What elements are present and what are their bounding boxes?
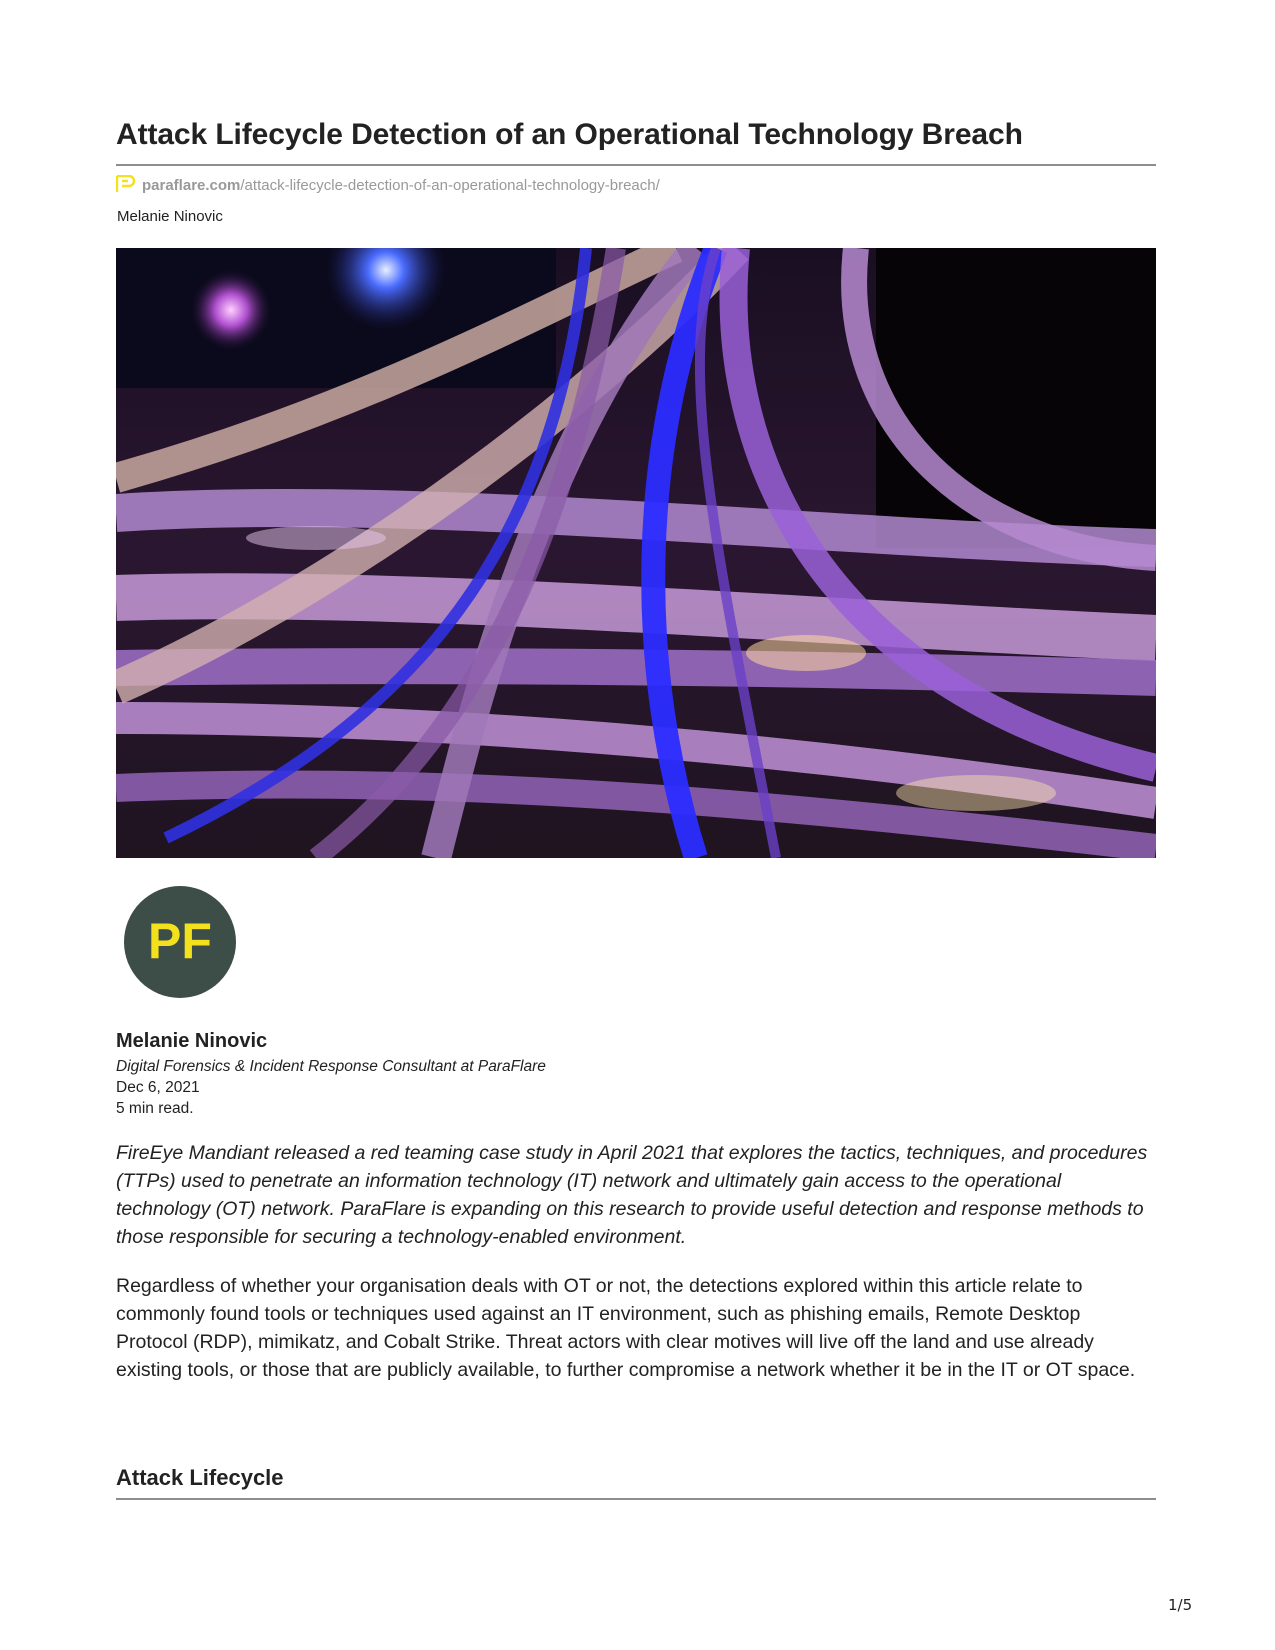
body-paragraph: Regardless of whether your organisation deals with OT or not, the detections explored within this article relate to commonly found tools or techniques used against an IT environment, such as phishing emails, Remote Desktop Protocol (RDP), mimikatz, and Cobalt Strike. Threat actors with clear motives will live off the land and use already existing tools, or those that are publicly available, to further compromise a network whether it be in the IT or OT space. bbox=[116, 1275, 1136, 1381]
hero-image-highway-interchange bbox=[116, 248, 1156, 858]
article-title: Attack Lifecycle Detection of an Operational Technology Breach bbox=[116, 118, 1023, 151]
publish-date: Dec 6, 2021 bbox=[116, 1079, 200, 1096]
author-name: Melanie Ninovic bbox=[116, 1030, 268, 1052]
source-link[interactable] bbox=[116, 175, 660, 194]
author-role: Digital Forensics & Incident Response Consultant at ParaFlare bbox=[116, 1058, 546, 1075]
intro-paragraph: FireEye Mandiant released a red teaming case study in April 2021 that explores the tactics, techniques, and procedures (TTPs) used to penetrate an information technology (IT) network and ultimately gain access to the operational technology (OT) network. ParaFlare is expanding on this research to provide useful detection and response methods to those responsible for securing a technology-enabled environment. bbox=[116, 1142, 1148, 1248]
title-divider bbox=[116, 164, 1156, 166]
page-number: 1/5 bbox=[1168, 1596, 1193, 1614]
section-heading: Attack Lifecycle bbox=[116, 1465, 284, 1490]
paraflare-logo-icon bbox=[116, 175, 136, 193]
section-divider bbox=[116, 1498, 1156, 1500]
author-avatar bbox=[124, 886, 236, 998]
source-path: /attack-lifecycle-detection-of-an-operational-technology-breach/ bbox=[240, 177, 660, 194]
avatar-initials: PF bbox=[148, 913, 212, 969]
read-time: 5 min read. bbox=[116, 1100, 194, 1117]
byline: Melanie Ninovic bbox=[117, 208, 223, 225]
source-domain: paraflare.com bbox=[142, 177, 241, 194]
